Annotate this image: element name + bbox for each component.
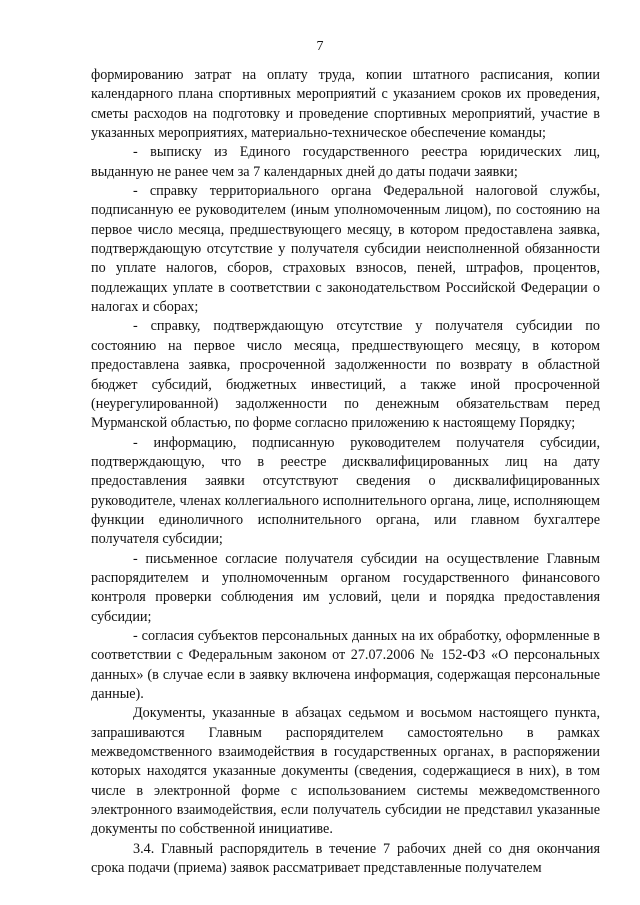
paragraph: - письменное согласие получателя субсидии на осуществление Главным распорядителем и уполномоченным органом государственного финансового контроля проверки соблюдения им условий, цели и порядка предоставления субсидии;: [91, 550, 600, 625]
paragraph: - справку территориального органа Федеральной налоговой службы, подписанную ее руководителем (иным уполномоченным лицом), по состоянию на первое число месяца, предшествующего месяцу, в котором предоставлена заявка, подтверждающую отсутствие у получателя субсидии неисполненной обязанности по уплате налогов, сборов, страховых взносов, пеней, штрафов, процентов, подлежащих уплате в соответствии с законодательством Российской Федерации о налогах и сборах;: [91, 183, 600, 316]
paragraph: - выписку из Единого государственного реестра юридических лиц, выданную не ранее чем за 7 календарных дней до даты подачи заявки;: [91, 144, 600, 180]
paragraph: 3.4. Главный распорядитель в течение 7 рабочих дней со дня окончания срока подачи (приема) заявок рассматривает представленные получателем: [91, 840, 600, 877]
page-number: 7: [316, 39, 324, 54]
paragraph: Документы, указанные в абзацах седьмом и восьмом настоящего пункта, запрашиваются Главным распорядителем самостоятельно в рамках межведомственного взаимодействия в государственных органах, в распоряжении которых находятся указанные документы (сведения, содержащиеся в них), в том числе в электронной форме с использованием системы межведомственного электронного взаимодействия, если получатель субсидии не представил указанные документы по собственной инициативе.: [91, 705, 600, 838]
paragraph: формированию затрат на оплату труда, копии штатного расписания, копии календарного плана спортивных мероприятий с указанием сроков их проведения, сметы расходов на подготовку и проведение спортивных мероприятий, участие в указанных мероприятиях, материально-техническое обеспечение команды;: [91, 67, 600, 142]
document-body: [91, 66, 600, 878]
paragraph: - согласия субъектов персональных данных на их обработку, оформленные в соответствии с Федеральным законом от 27.07.2006 № 152-ФЗ «О персональных данных» (в случае если в заявку включена информация, содержащая персональные данные).: [91, 627, 600, 702]
paragraph: - информацию, подписанную руководителем получателя субсидии, подтверждающую, что в реестре дисквалифицированных лиц на дату предоставления заявки отсутствуют сведения о дисквалифицированных руководителе, членах коллегиального исполнительного органа, лице, исполняющем функции единоличного исполнительного органа, или главном бухгалтере получателя субсидии;: [91, 434, 600, 548]
paragraph: - справку, подтверждающую отсутствие у получателя субсидии по состоянию на первое число месяца, предшествующего месяцу, в котором предоставлена заявка, просроченной задолженности по возврату в областной бюджет субсидий, бюджетных инвестиций, а также иной просроченной (неурегулированной) задолженности по денежным обязательствам перед Мурманской областью, по форме согласно приложению к настоящему Порядку;: [91, 318, 600, 432]
